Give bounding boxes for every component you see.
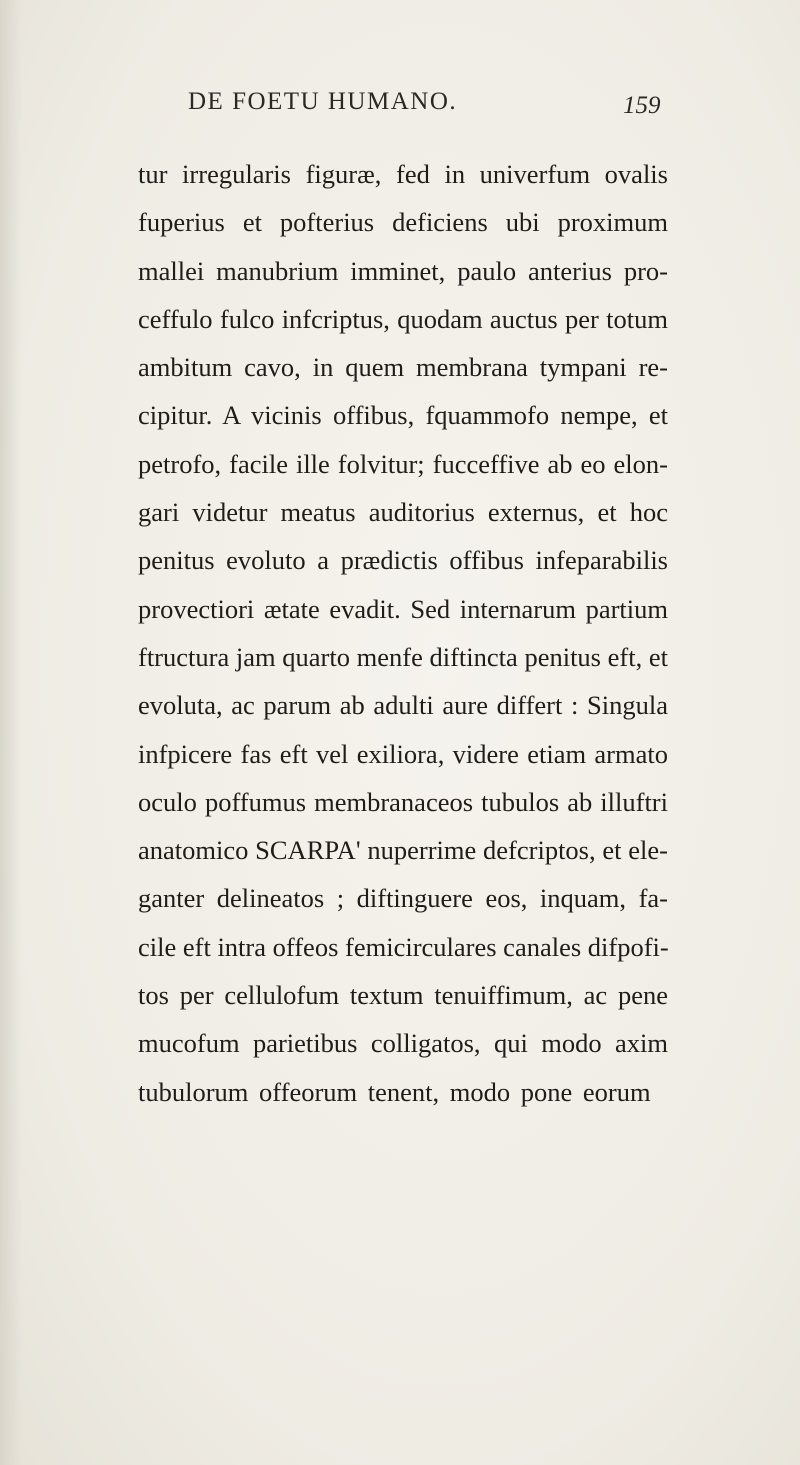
- text-line: fuperius et pofterius deficiens ubi proximum: [138, 207, 668, 238]
- text-line: gari videtur meatus auditorius externus, et hoc: [138, 497, 668, 528]
- text-line: cipitur. A vicinis offibus, fquammofo nempe, et: [138, 400, 668, 431]
- page-header: [0, 88, 800, 128]
- text-line: cile eft intra offeos femicirculares canales difpofi-: [138, 931, 669, 962]
- text-line: mucofum parietibus colligatos, qui modo axim: [138, 1028, 668, 1059]
- text-line: evoluta, ac parum ab adulti aure differt : Singula: [138, 690, 668, 721]
- body-text: [138, 150, 668, 1116]
- text-line: penitus evoluto a prædictis offibus infeparabilis: [138, 545, 668, 576]
- text-line: provectiori ætate evadit. Sed internarum partium: [138, 593, 668, 624]
- page-gutter-shadow: [0, 0, 22, 1465]
- text-line: mallei manubrium imminet, paulo anterius pro-: [138, 255, 668, 286]
- text-line: tur irregularis figuræ, fed in univerfum ovalis: [138, 159, 668, 189]
- text-line: ganter delineatos ; diftinguere eos, inquam, fa-: [138, 883, 668, 914]
- text-line: tos per cellulofum textum tenuiffimum, ac pene: [138, 980, 668, 1011]
- text-line: ftructura jam quarto menfe diftincta penitus eft, et: [138, 641, 668, 672]
- text-line: oculo poffumus membranaceos tubulos ab illuftri: [138, 786, 668, 817]
- text-line: tubulorum offeorum tenent, modo pone eorum: [138, 1076, 651, 1107]
- running-head: DE FOETU HUMANO.: [188, 88, 458, 115]
- text-line: ceffulo fulco infcriptus, quodam auctus per totum: [138, 303, 668, 334]
- page-number: 159: [623, 92, 661, 119]
- text-line: infpicere fas eft vel exiliora, videre etiam armato: [138, 738, 668, 769]
- text-line: ambitum cavo, in quem membrana tympani re-: [138, 352, 668, 383]
- text-line: petrofo, facile ille folvitur; fucceffive ab eo elon-: [138, 448, 668, 479]
- text-line: anatomico SCARPA' nuperrime defcriptos, et ele-: [138, 835, 668, 866]
